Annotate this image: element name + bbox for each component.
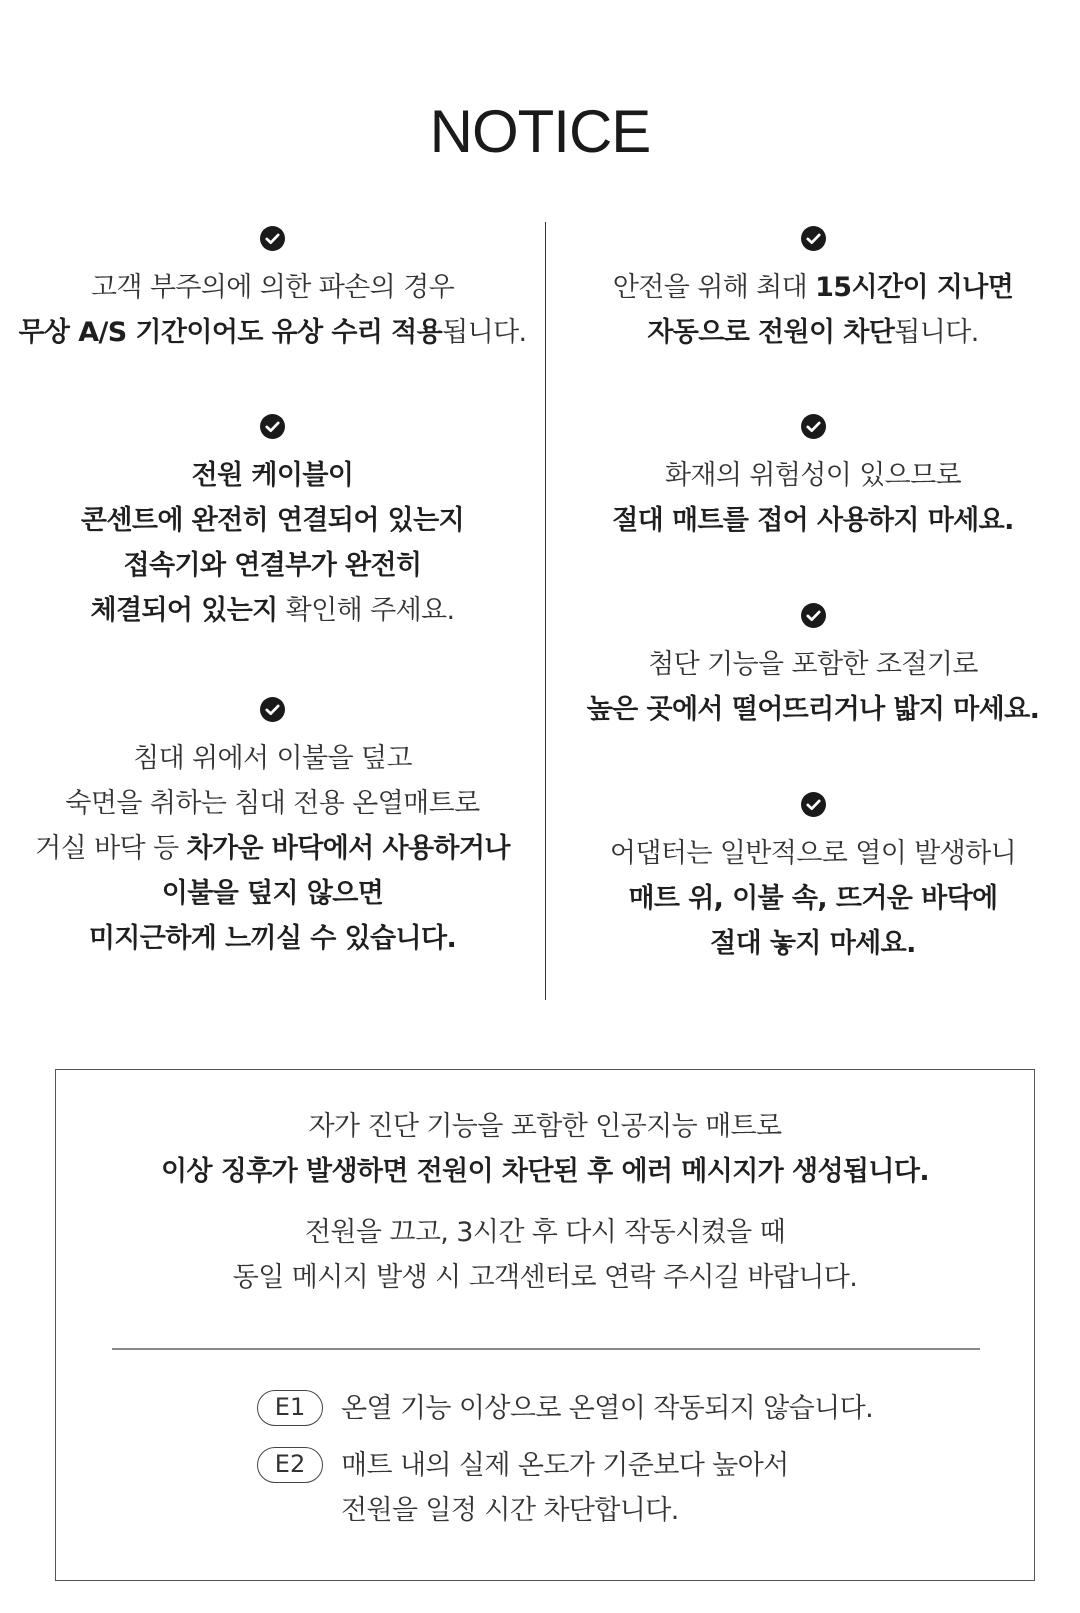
check-circle-icon: [801, 603, 826, 628]
plain-text: 첨단 기능을 포함한 조절기로: [648, 649, 978, 680]
page-title: NOTICE: [429, 98, 651, 165]
plain-text: 숙면을 취하는 침대 전용 온열매트로: [65, 788, 480, 819]
emphasis-text: 이불을 덮지 않으면: [161, 878, 384, 909]
error-code-row: [257, 1443, 789, 1533]
notice-text: [0, 736, 545, 961]
emphasis-text: 15시간이 지나면: [815, 272, 1014, 303]
notice-item-fire: [546, 414, 1080, 543]
notice-item-damage: [0, 226, 545, 355]
error-code-row: [257, 1386, 873, 1431]
emphasis-text: 절대 매트를 접어 사용하지 마세요.: [612, 505, 1014, 536]
text-line: [0, 781, 545, 826]
text-line: [546, 498, 1080, 543]
text-line: [56, 1104, 1034, 1149]
notice-text: [546, 642, 1080, 732]
error-description: 매트 내의 실제 온도가 기준보다 높아서 전원을 일정 시간 차단합니다.: [341, 1450, 789, 1526]
emphasis-text: 차가운 바닥에서 사용하거나: [186, 833, 510, 864]
notice-item-cable: [0, 414, 545, 633]
emphasis-text: 매트 위, 이불 속, 뜨거운 바닥에: [628, 883, 998, 914]
text-line: [0, 916, 545, 961]
plain-text: 전원을 끄고, 3시간 후 다시 작동시켰을 때: [304, 1217, 786, 1248]
plain-text: 자가 진단 기능을 포함한 인공지능 매트로: [308, 1111, 782, 1142]
plain-text: 화재의 위험성이 있으므로: [664, 460, 962, 491]
emphasis-text: 자동으로 전원이 차단: [647, 317, 895, 348]
text-line: [546, 453, 1080, 498]
plain-text: 확인해 주세요.: [277, 595, 455, 626]
emphasis-text: 접속기와 연결부가 완전히: [123, 550, 422, 581]
notice-text: [546, 265, 1080, 355]
plain-text: 고객 부주의에 의한 파손의 경우: [90, 272, 455, 303]
text-line: [546, 310, 1080, 355]
text-line: [546, 265, 1080, 310]
text-line: [546, 831, 1080, 876]
error-info-box: [55, 1069, 1035, 1581]
text-line: [0, 588, 545, 633]
text-line: [546, 921, 1080, 966]
emphasis-text: 무상 A/S 기간이어도 유상 수리 적용: [18, 317, 443, 348]
plain-text: 어댑터는 일반적으로 열이 발생하니: [609, 838, 1017, 869]
emphasis-text: 콘센트에 완전히 연결되어 있는지: [80, 505, 465, 536]
notice-item-adapter: [546, 792, 1080, 966]
notice-item-usage: [0, 697, 545, 961]
emphasis-text: 높은 곳에서 떨어뜨리거나 밟지 마세요.: [586, 694, 1040, 725]
emphasis-text: 이상 징후가 발생하면 전원이 차단된 후 에러 메시지가 생성됩니다.: [160, 1156, 930, 1187]
check-circle-icon: [260, 414, 285, 439]
plain-text: 됩니다.: [894, 317, 979, 348]
text-line: [546, 687, 1080, 732]
error-code-badge: E2: [257, 1447, 323, 1483]
text-line: [0, 871, 545, 916]
emphasis-text: 체결되어 있는지: [90, 595, 278, 626]
text-line: [0, 498, 545, 543]
check-circle-icon: [801, 226, 826, 251]
error-code-badge: E1: [257, 1390, 323, 1426]
text-line: [0, 736, 545, 781]
notice-text: [546, 831, 1080, 966]
text-line: [546, 876, 1080, 921]
text-line: [0, 310, 545, 355]
plain-text: 거실 바닥 등: [35, 833, 187, 864]
text-line: [0, 453, 545, 498]
emphasis-text: 전원 케이블이: [191, 460, 354, 491]
text-line: [546, 642, 1080, 687]
check-circle-icon: [801, 414, 826, 439]
notice-text: [0, 265, 545, 355]
box-divider: [112, 1348, 980, 1350]
emphasis-text: 절대 놓지 마세요.: [710, 928, 916, 959]
notice-item-timer: [546, 226, 1080, 355]
error-description: 온열 기능 이상으로 온열이 작동되지 않습니다.: [341, 1393, 874, 1424]
text-line: [56, 1255, 1034, 1300]
text-line: [56, 1210, 1034, 1255]
text-line: [56, 1149, 1034, 1194]
plain-text: 침대 위에서 이불을 덮고: [133, 743, 412, 774]
text-line: [0, 826, 545, 871]
check-circle-icon: [260, 226, 285, 251]
plain-text: 안전을 위해 최대: [612, 272, 816, 303]
plain-text: 동일 메시지 발생 시 고객센터로 연락 주시길 바랍니다.: [232, 1262, 858, 1293]
error-intro-text: [56, 1104, 1034, 1194]
text-line: [0, 265, 545, 310]
emphasis-text: 미지근하게 느끼실 수 있습니다.: [88, 923, 457, 954]
error-guide-text: [56, 1210, 1034, 1300]
notice-item-controller: [546, 603, 1080, 732]
notice-text: [0, 453, 545, 633]
notice-text: [546, 453, 1080, 543]
check-circle-icon: [801, 792, 826, 817]
plain-text: 됩니다.: [442, 317, 527, 348]
check-circle-icon: [260, 697, 285, 722]
text-line: [0, 543, 545, 588]
